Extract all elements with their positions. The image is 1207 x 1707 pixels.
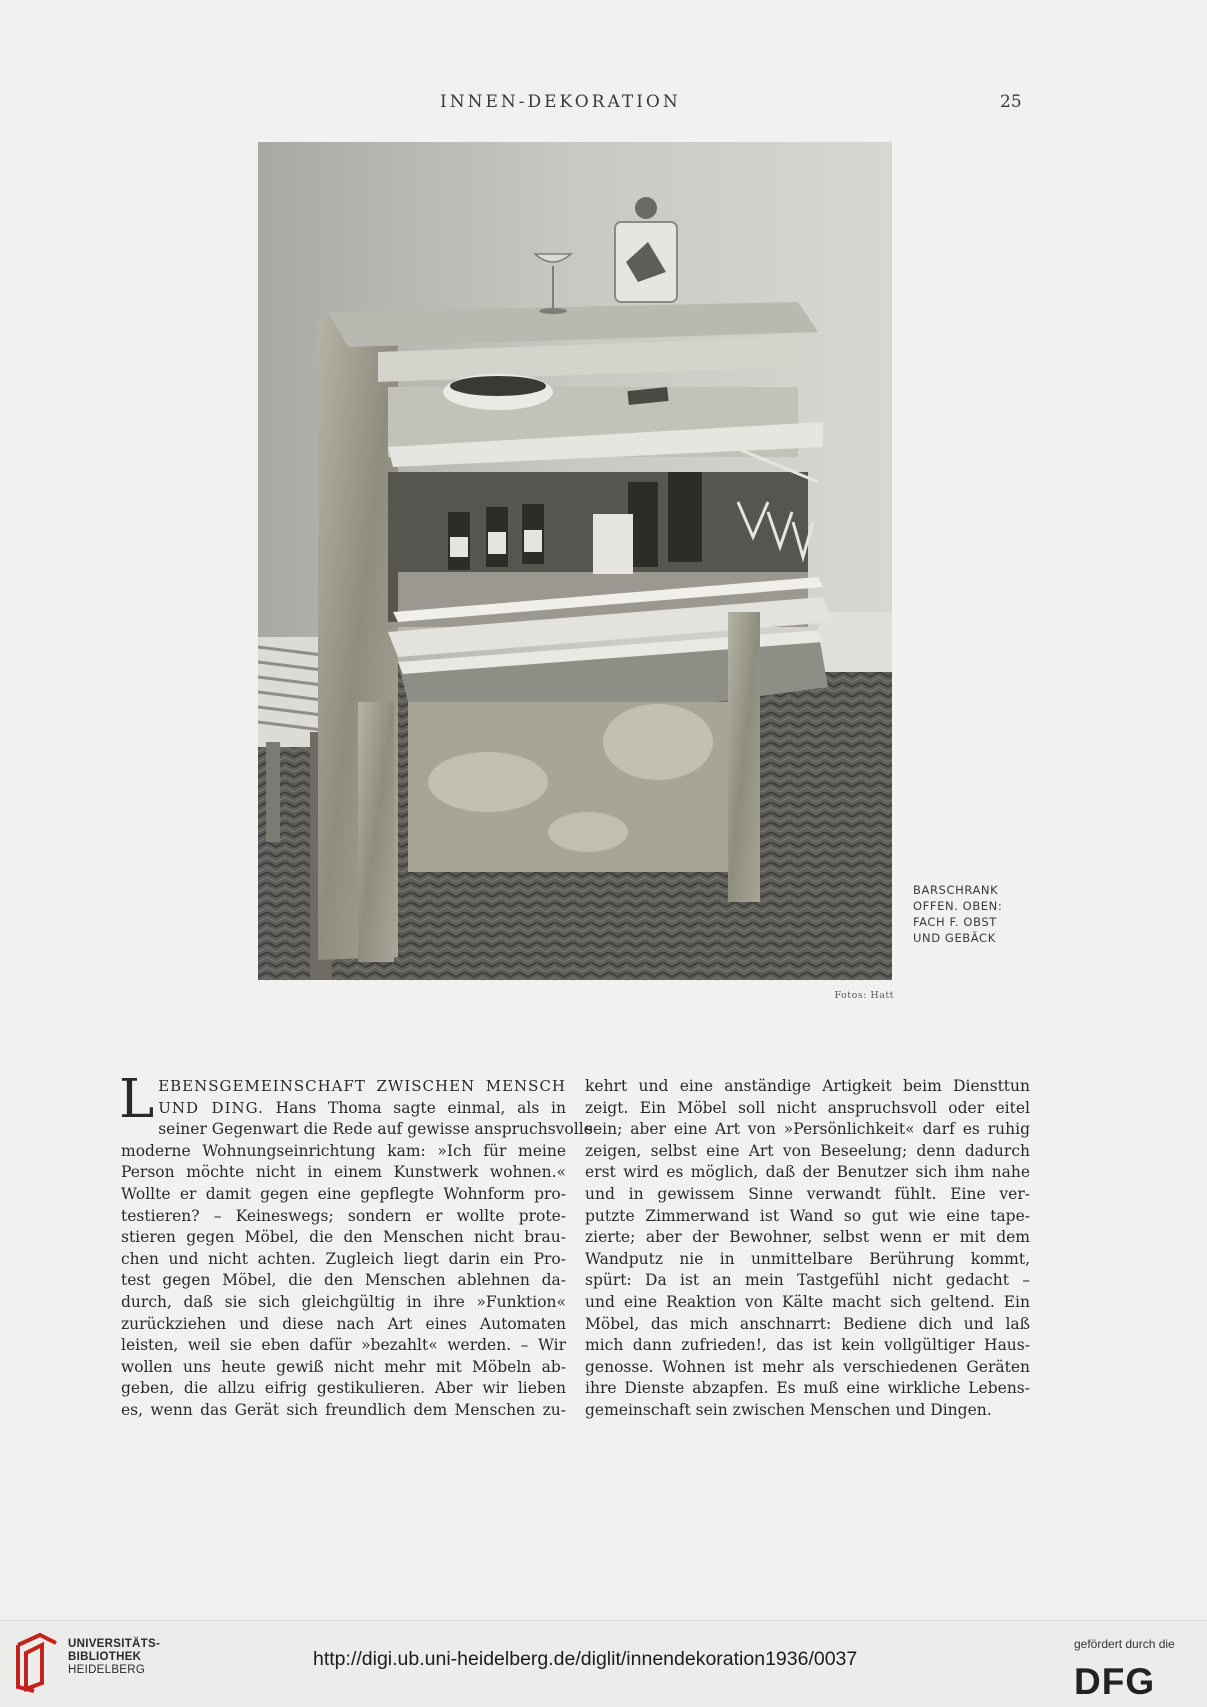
article-text: Hans Thoma sagte einmal, als in xyxy=(263,1098,566,1117)
article-line: genosse. Wohnen ist mehr als verschiedenen Geräten xyxy=(585,1357,1030,1376)
caption-line: BARSCHRANK xyxy=(913,883,999,897)
article-line: Person möchte nicht in einem Kunstwerk wohnen.« xyxy=(121,1163,566,1182)
library-logo-icon[interactable] xyxy=(12,1631,62,1693)
article-line: test gegen Möbel, die den Menschen ablehnen da- xyxy=(121,1271,566,1290)
viewer-footer xyxy=(0,1620,1207,1707)
cabinet xyxy=(318,302,833,962)
page-number: 25 xyxy=(1000,92,1022,112)
article-line: zeigen, selbst eine Art von Beseelung; denn dadurch xyxy=(585,1141,1030,1160)
article-column-right xyxy=(585,1076,1030,1422)
article-line: putzte Zimmerwand ist Wand so gut wie eine tape- xyxy=(585,1206,1030,1225)
article-line: geben, die allzu eifrig gestikulieren. Aber wir lieben xyxy=(121,1379,566,1398)
article-line: stieren gegen Möbel, die den Menschen nicht brau- xyxy=(121,1228,566,1247)
article-line: seiner Gegenwart die Rede auf gewisse anspruchsvolle xyxy=(158,1120,593,1139)
library-name-line: HEIDELBERG xyxy=(68,1664,146,1676)
article-line: chen und nicht achten. Zugleich liegt darin ein Pro- xyxy=(121,1249,566,1268)
figure-caption xyxy=(913,882,1023,946)
article-line: erst wird es möglich, daß der Benutzer sich ihm nahe xyxy=(585,1163,1030,1182)
article-line: mich dann zufrieden!, das ist kein vollgültiger Haus- xyxy=(585,1336,1030,1355)
document-url-link[interactable]: http://digi.ub.uni-heidelberg.de/diglit/innendekoration1936/0037 xyxy=(313,1648,858,1670)
dfg-logo[interactable]: DFG xyxy=(1074,1661,1156,1702)
article-line xyxy=(121,1098,566,1120)
caption-line: OFFEN. OBEN: xyxy=(913,899,1003,913)
library-name[interactable] xyxy=(68,1638,160,1677)
article-line: moderne Wohnungseinrichtung kam: »Ich für meine xyxy=(121,1141,566,1160)
article-line: zierte; aber der Bewohner, selbst wenn er mit dem xyxy=(585,1228,1030,1247)
article-line: Wollte er damit gegen eine gepflegte Wohnform pro- xyxy=(121,1184,566,1203)
article-line: testieren? – Keineswegs; sondern er wollte prote- xyxy=(121,1206,566,1225)
article-line: und eine Reaktion von Kälte macht sich geltend. Ein xyxy=(585,1292,1030,1311)
cabinet-illustration xyxy=(258,142,892,980)
running-title: INNEN-DEKORATION xyxy=(440,92,681,112)
lead-caps: UND DING. xyxy=(158,1098,264,1117)
article-line: sein; aber eine Art von »Persönlichkeit« darf es ruhig xyxy=(585,1120,1030,1139)
drop-cap: L xyxy=(119,1069,155,1130)
library-name-line: UNIVERSITÄTS- xyxy=(68,1638,161,1650)
library-name-line: BIBLIOTHEK xyxy=(68,1651,142,1663)
article-line: Möbel, das mich anschnarrt: Bediene dich und laß xyxy=(585,1314,1030,1333)
article-line: zeigt. Ein Möbel soll nicht anspruchsvoll oder eitel xyxy=(585,1098,1030,1117)
article-column-left xyxy=(119,1069,593,1422)
article-line: wollen uns heute gewiß nicht mehr mit Möbeln ab- xyxy=(121,1357,566,1376)
article-line: leisten, weil sie eben dafür »bezahlt« werden. – Wir xyxy=(121,1336,566,1355)
article-line: zurückziehen und diese nach Art eines Automaten xyxy=(121,1314,566,1333)
bar-cabinet-photo xyxy=(258,142,892,980)
funding-label: gefördert durch die xyxy=(1074,1637,1175,1651)
lead-caps: EBENSGEMEINSCHAFT ZWISCHEN MENSCH xyxy=(158,1077,566,1095)
article-line: durch, daß sie sich gleichgültig in ihre »Funktion« xyxy=(121,1292,566,1311)
article-line: spürt: Da ist an mein Tastgefühl nicht gedacht – xyxy=(585,1271,1030,1290)
article-line: und in gewissem Sinne verwandt fühlt. Eine ver- xyxy=(585,1184,1030,1203)
article-line: kehrt und eine anständige Artigkeit beim Diensttun xyxy=(585,1077,1030,1095)
photo-credit: Fotos: Hatt xyxy=(834,990,894,1001)
article-line: Wandputz nie in unmittelbare Berührung kommt, xyxy=(585,1249,1030,1268)
caption-line: FACH F. OBST xyxy=(913,915,997,929)
caption-line: UND GEBÄCK xyxy=(913,931,996,945)
article-line: ihre Dienste abzapfen. Es muß eine wirkliche Lebens- xyxy=(585,1379,1030,1398)
article-line: es, wenn das Gerät sich freundlich dem Menschen zu- xyxy=(121,1400,566,1419)
article-line: gemeinschaft sein zwischen Menschen und Dingen. xyxy=(585,1400,992,1419)
article-line xyxy=(121,1076,566,1098)
